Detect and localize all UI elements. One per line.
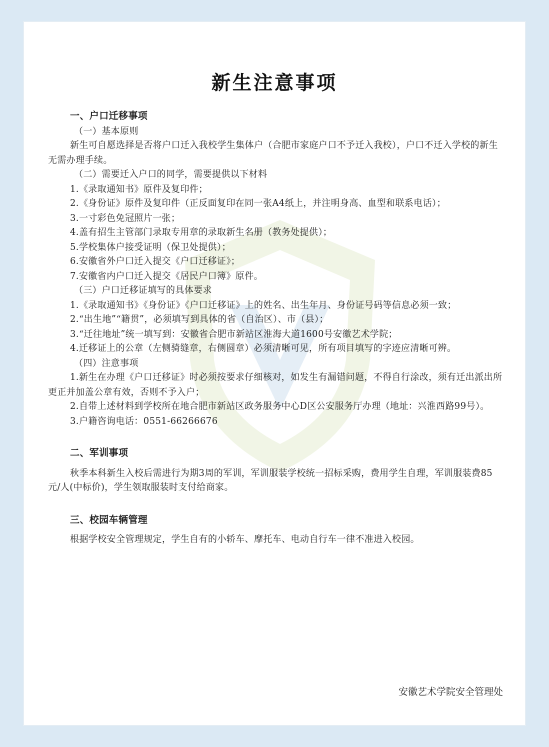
notes-item: 1.新生在办理《户口迁移证》时必须按要求仔细核对，如发生有漏错问题，不得自行涂改，须有迁出派出所更正并加盖公章有效，否则不予入户；	[48, 373, 503, 398]
materials-item: 7.安徽省内户口迁入提交《居民户口簿》原件。	[70, 271, 263, 282]
issuer-signature: 安徽艺术学院安全管理处	[398, 687, 503, 698]
vehicles-text: 根据学校安全管理规定，学生自有的小轿车、摩托车、电动自行车一律不准进入校园。	[70, 535, 420, 545]
document-body	[48, 110, 503, 548]
military-training-text: 秋季本科新生入校后需进行为期3周的军训，军训服装学校统一招标采购，费用学生自理，军训服装费85元/人(中标价)，学生领取服装时支付给商家。	[48, 468, 493, 493]
requirements-item: 3.“迁往地址”统一填写到：安徽省合肥市新站区淮海大道1600号安徽艺术学院；	[70, 329, 398, 340]
materials-item: 5.学校集体户接受证明（保卫处提供）；	[70, 242, 231, 253]
subheading-notes: （四）注意事项	[74, 358, 139, 369]
subheading-principles: （一）基本原则	[74, 126, 139, 137]
requirements-item: 1.《录取通知书》《身份证》《户口迁移证》上的姓名、出生年月、身份证号码等信息必须一致；	[70, 300, 457, 311]
materials-item: 6.安徽省外户口迁入提交《户口迁移证》；	[70, 257, 241, 267]
materials-item: 1.《录取通知书》原件及复印件；	[70, 184, 208, 195]
principles-text: 新生可自愿选择是否将户口迁入我校学生集体户（合肥市家庭户口不予迁入我校），户口不迁入学校的新生无需办理手续。	[48, 141, 498, 166]
subheading-requirements: （三）户口迁移证填写的具体要求	[74, 286, 213, 296]
materials-item: 4.盖有招生主管部门录取专用章的录取新生名册（教务处提供）；	[70, 228, 333, 238]
section-heading-household: 一、户口迁移事项	[70, 111, 148, 122]
notes-item: 3.户籍咨询电话：0551-66266676	[70, 416, 218, 427]
subheading-materials: （二）需要迁入户口的同学，需要提供以下材料	[74, 170, 268, 180]
notes-item: 2.自带上述材料到学校所在地合肥市新站区政务服务中心D区公安服务厅办理（地址：兴淮西路99号）。	[70, 402, 490, 412]
requirements-item: 4.迁移证上的公章（左侧骑缝章，右侧圆章）必须清晰可见，所有项目填写的字迹应清晰可辨。	[70, 344, 457, 354]
section-heading-vehicles: 三、校园车辆管理	[70, 514, 148, 526]
page-title: 新生注意事项	[211, 72, 338, 94]
materials-item: 3.一寸彩色免冠照片一张；	[70, 213, 181, 224]
requirements-item: 2.“出生地”“籍贯”，必须填写到具体的省（自治区）、市（县）；	[70, 315, 329, 325]
materials-item: 2.《身份证》原件及复印件（正反面复印在同一张A4纸上，并注明身高、血型和联系电话）；	[70, 199, 446, 209]
section-heading-military-training: 二、军训事项	[70, 448, 129, 459]
